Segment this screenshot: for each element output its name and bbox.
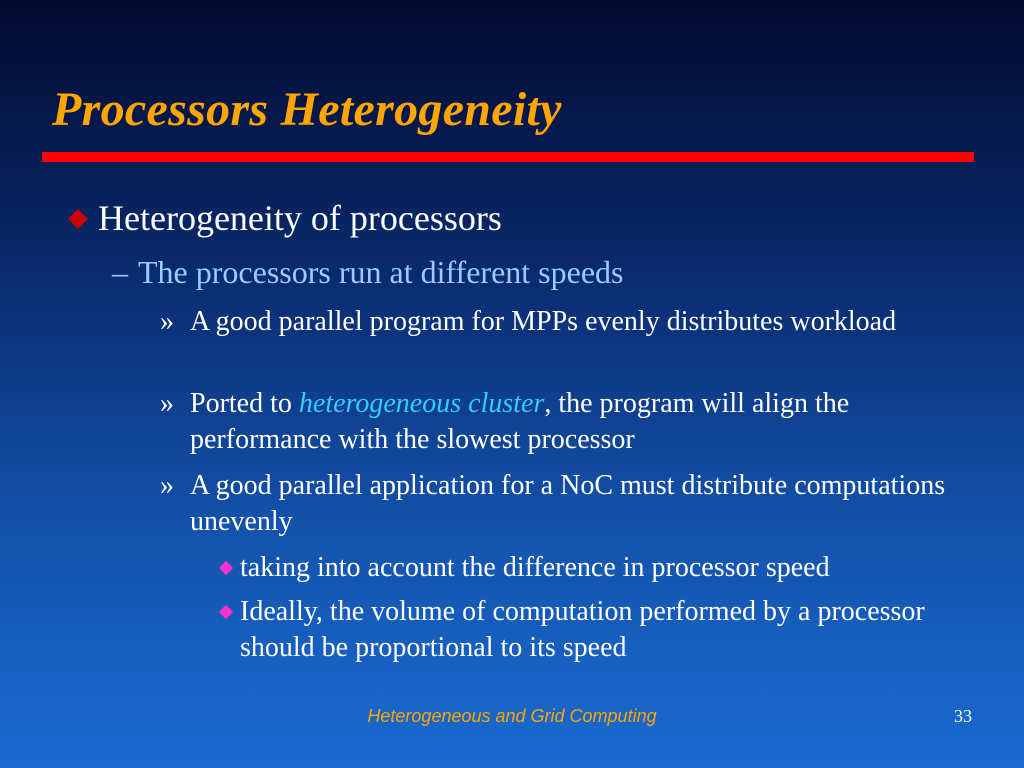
- raquo-marker: »: [160, 470, 174, 501]
- diamond-icon: [216, 550, 240, 586]
- point-item: [160, 304, 950, 340]
- point-text: A good parallel application for a NoC must distribute computations unevenly: [190, 470, 946, 537]
- point-text: [190, 386, 950, 458]
- bullet-level2-text: The processors run at different speeds: [138, 254, 624, 290]
- page-number: 33: [954, 706, 972, 726]
- point-text: A good parallel program for MPPs evenly distributes workload: [190, 306, 897, 337]
- bullet-level1-text: Heterogeneity of processors: [98, 198, 502, 238]
- point-text-post: , the program will align the performance with the slowest processor: [190, 388, 850, 455]
- bullet-level1: [66, 196, 502, 240]
- dash-marker: –: [112, 254, 128, 290]
- raquo-marker: »: [160, 306, 174, 337]
- subpoint-text: taking into account the difference in processor speed: [240, 552, 830, 583]
- subpoint-item: [216, 594, 976, 666]
- footer-text: Heterogeneous and Grid Computing: [367, 706, 657, 726]
- point-item: [160, 386, 950, 458]
- point-emphasis: heterogeneous cluster: [298, 388, 545, 419]
- diamond-icon: [216, 594, 240, 630]
- diamond-icon: [66, 196, 90, 240]
- subpoint-text: Ideally, the volume of computation performed by a processor should be proportional to its speed: [240, 596, 925, 663]
- subpoint-item: [216, 550, 976, 586]
- slide-title: Processors Heterogeneity: [52, 83, 562, 136]
- point-text-pre: Ported to: [190, 388, 299, 419]
- bullet-level2: [112, 252, 623, 292]
- title-underline: [42, 152, 974, 162]
- raquo-marker: »: [160, 388, 174, 419]
- point-item: [160, 468, 950, 540]
